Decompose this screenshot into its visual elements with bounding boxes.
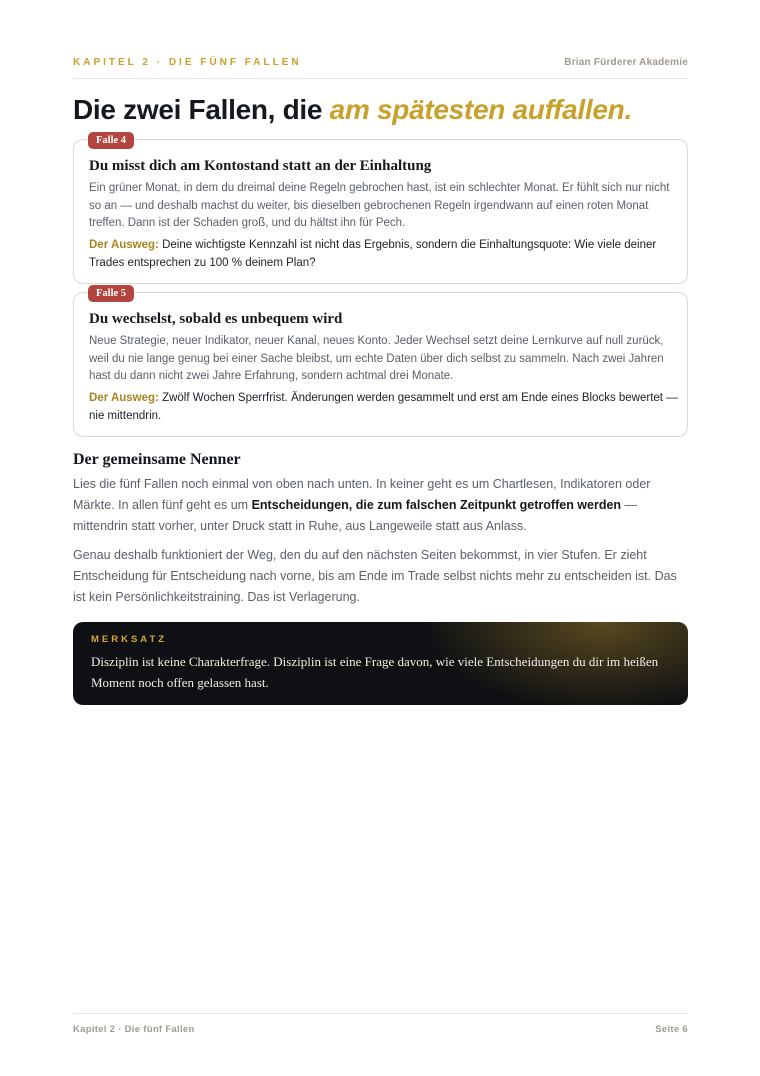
footer-chapter: Kapitel 2 · Die fünf Fallen <box>73 1024 195 1035</box>
trap-badge: Falle 4 <box>88 132 134 149</box>
trap-title: Du misst dich am Kontostand statt an der Einhaltung <box>89 158 432 174</box>
section-title: Der gemeinsame Nenner <box>73 451 241 468</box>
solution-text: Deine wichtigste Kennzahl ist nicht das Ergebnis, sondern die Einhaltungsquote: Wie viele deiner Trades entsprechen zu 100 % deinem Plan? <box>89 239 657 269</box>
page-header <box>73 57 688 79</box>
trap-title: Du wechselst, sobald es unbequem wird <box>89 311 343 327</box>
paragraph-emphasis: Entscheidungen, die zum falschen Zeitpunkt getroffen werden <box>251 498 622 512</box>
paragraph-text: — mittendrin statt vorher, unter Druck statt in Ruhe, aus Langeweile statt aus Anlass. <box>73 498 638 533</box>
trap-card-4 <box>73 135 688 284</box>
page-title-main: Die zwei Fallen, die <box>73 94 330 125</box>
trap-card-5 <box>73 288 688 437</box>
trap-badge: Falle 5 <box>88 285 134 302</box>
key-takeaway-box <box>73 622 688 705</box>
brand-label: Brian Fürderer Akademie <box>564 57 688 68</box>
trap-description: Ein grüner Monat, in dem du dreimal deine Regeln gebrochen hast, ist ein schlechter Monat. Er fühlt sich nur nicht so an — und deshalb machst du weiter, bis dieselben gebrochenen Regeln irgendwann auf einen roten Monat treffen. Dann ist der Schaden groß, und du hältst ihn für Pech. <box>89 182 670 229</box>
key-takeaway-text: Disziplin ist keine Charakterfrage. Disziplin ist eine Frage davon, wie viele Entscheidungen du dir im heißen Moment noch offen gelassen hast. <box>91 654 659 690</box>
page-footer <box>73 1013 688 1035</box>
page-title <box>73 94 632 126</box>
solution-text: Zwölf Wochen Sperrfrist. Änderungen werden gesammelt und erst am Ende eines Blocks bewertet — nie mittendrin. <box>89 392 678 422</box>
paragraph-text: Lies die fünf Fallen noch einmal von oben nach unten. In keiner geht es um Chartlesen, Indikatoren oder Märkte. In allen fünf geht es um <box>73 477 651 512</box>
chapter-label: KAPITEL 2 · DIE FÜNF FALLEN <box>73 57 302 68</box>
section-paragraph-1 <box>73 474 688 537</box>
trap-description: Neue Strategie, neuer Indikator, neuer Kanal, neues Konto. Jeder Wechsel setzt deine Lernkurve auf null zurück, weil du nie lange genug bei einer Sache bleibst, um echte Daten über dich selbst zu sammeln. Nach zwei Jahren hast du dann nicht zwei Jahre Erfahrung, sondern achtmal drei Monate. <box>89 335 664 382</box>
trap-solution <box>89 390 679 425</box>
solution-label: Der Ausweg: <box>89 392 159 404</box>
solution-label: Der Ausweg: <box>89 239 159 251</box>
page-title-accent: am spätesten auffallen. <box>329 94 632 125</box>
key-takeaway-label: MERKSATZ <box>91 634 168 645</box>
page-number: Seite 6 <box>655 1024 688 1035</box>
trap-solution <box>89 237 679 272</box>
section-paragraph-2: Genau deshalb funktioniert der Weg, den du auf den nächsten Seiten bekommst, in vier Stufen. Er zieht Entscheidung für Entscheidung nach vorne, bis am Ende im Trade selbst nichts mehr zu entscheiden ist. Das ist kein Persönlichkeitstraining. Das ist Verlagerung. <box>73 548 677 604</box>
